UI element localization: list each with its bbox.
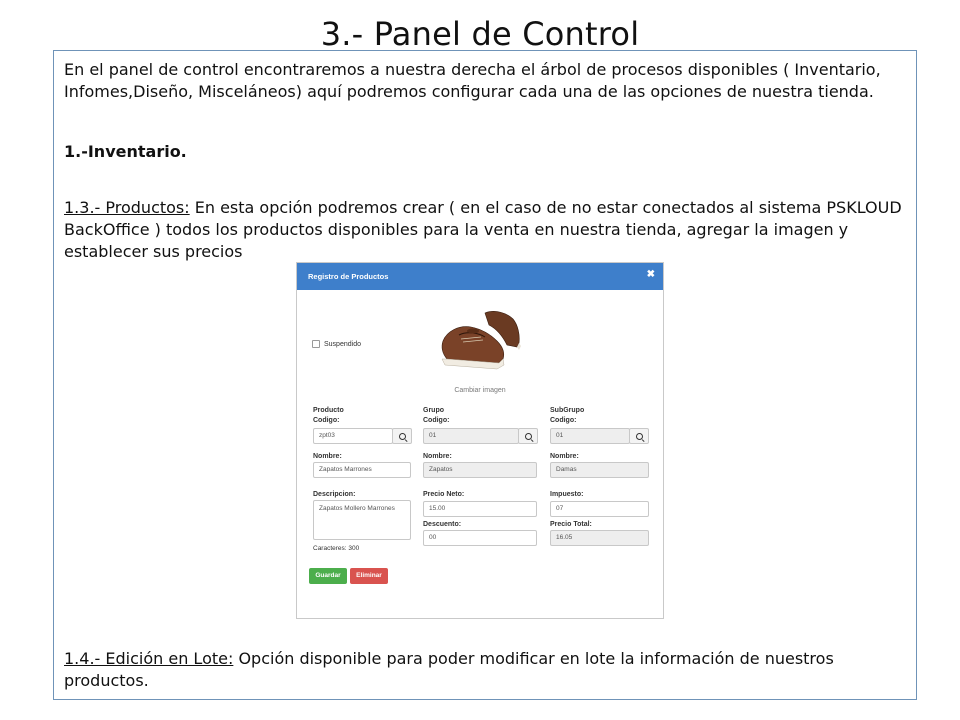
suspendido-checkbox[interactable] <box>312 340 361 348</box>
subgrupo-nombre-input: Damas <box>550 462 649 478</box>
grupo-codigo-input[interactable]: 01 <box>423 428 519 444</box>
precio-neto-label: Precio Neto: <box>423 491 465 498</box>
productos-link[interactable]: 1.3.- Productos: <box>64 198 190 217</box>
subgrupo-codigo-input[interactable]: 01 <box>550 428 630 444</box>
delete-button[interactable]: Eliminar <box>350 568 388 584</box>
modal-header <box>297 263 663 290</box>
productos-text: En esta opción podremos crear ( en el caso de no estar conectados al sistema PSKLOUD BackOffice ) todos los productos disponibles para la venta en nuestra tienda, agregar la imagen y establecer sus precios <box>64 198 902 261</box>
search-icon <box>399 433 406 440</box>
descuento-label: Descuento: <box>423 521 462 528</box>
content-box <box>53 50 917 700</box>
char-counter: Caracteres: 300 <box>313 545 360 552</box>
save-button[interactable]: Guardar <box>309 568 347 584</box>
subgrupo-heading: SubGrupo <box>550 407 585 414</box>
modal-title: Registro de Productos <box>308 272 389 281</box>
change-image-link[interactable]: Cambiar imagen <box>454 387 506 394</box>
subgrupo-nombre-label: Nombre: <box>550 453 579 460</box>
slide-title: 3.- Panel de Control <box>320 15 640 53</box>
descripcion-label: Descripcion: <box>313 491 356 498</box>
checkbox-icon[interactable] <box>312 340 320 348</box>
descripcion-textarea[interactable]: Zapatos Mollero Marrones <box>313 500 411 540</box>
grupo-nombre-input: Zapatos <box>423 462 537 478</box>
producto-codigo-label: Codigo: <box>313 417 340 424</box>
producto-codigo-input[interactable]: zpt03 <box>313 428 393 444</box>
producto-nombre-label: Nombre: <box>313 453 342 460</box>
grupo-codigo-label: Codigo: <box>423 417 450 424</box>
lote-link[interactable]: 1.4.- Edición en Lote: <box>64 649 234 668</box>
precio-total-label: Precio Total: <box>550 521 592 528</box>
suspendido-label: Suspendido <box>324 340 361 348</box>
descuento-input[interactable]: 00 <box>423 530 537 546</box>
intro-paragraph: En el panel de control encontraremos a nuestra derecha el árbol de procesos disponibles ( Inventario, Infomes,Diseño, Misceláneos) aquí podremos configurar cada una de las opciones de nuestra tienda. <box>64 60 881 101</box>
section-heading: 1.-Inventario. <box>64 142 187 161</box>
grupo-search-button[interactable] <box>518 428 538 444</box>
search-icon <box>636 433 643 440</box>
producto-nombre-input[interactable]: Zapatos Marrones <box>313 462 411 478</box>
impuesto-label: Impuesto: <box>550 491 584 498</box>
grupo-nombre-label: Nombre: <box>423 453 452 460</box>
grupo-heading: Grupo <box>423 407 444 414</box>
precio-total-input: 16.05 <box>550 530 649 546</box>
precio-neto-input[interactable]: 15.00 <box>423 501 537 517</box>
lote-text: Opción disponible para poder modificar en lote la información de nuestros productos. <box>64 649 834 690</box>
lote-paragraph <box>64 648 904 692</box>
subgrupo-search-button[interactable] <box>629 428 649 444</box>
product-registry-modal <box>296 262 664 619</box>
subgrupo-codigo-label: Codigo: <box>550 417 577 424</box>
impuesto-input[interactable]: 07 <box>550 501 649 517</box>
close-icon[interactable]: ✖ <box>646 269 655 280</box>
producto-search-button[interactable] <box>392 428 412 444</box>
productos-paragraph <box>64 197 904 263</box>
producto-heading: Producto <box>313 407 344 414</box>
shoe-image <box>437 307 525 375</box>
search-icon <box>525 433 532 440</box>
